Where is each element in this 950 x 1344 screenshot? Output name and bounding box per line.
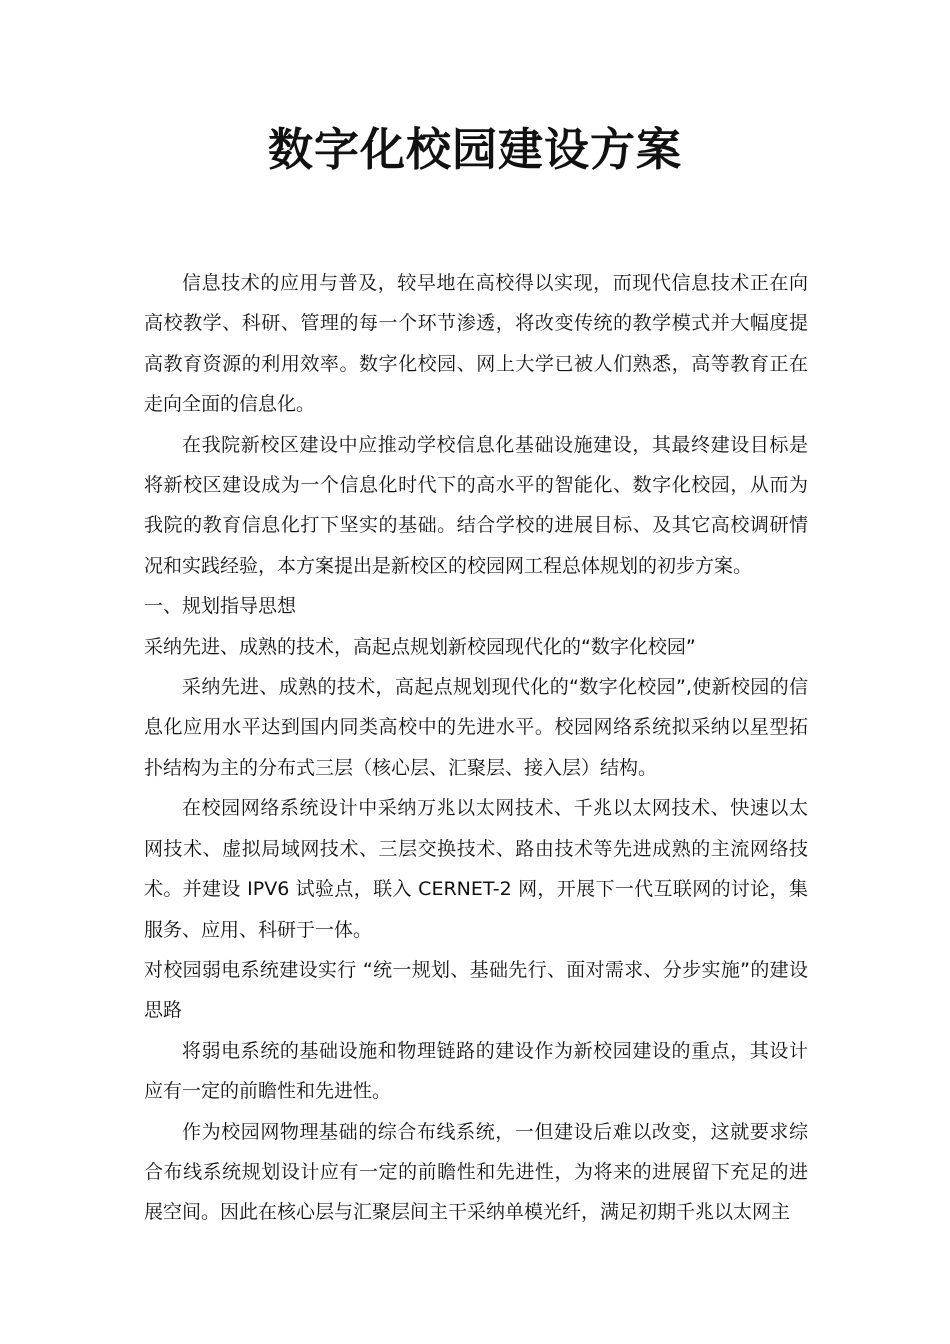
subheading-advanced-tech: 采纳先进、成熟的技术，高起点规划新校园现代化的“数字化校园” — [144, 635, 696, 658]
paragraph-infrastructure: 将弱电系统的基础设施和物理链路的建设作为新校园建设的重点，其设计应有一定的前瞻性和先进性。 — [144, 1039, 808, 1103]
paragraph-intro: 信息技术的应用与普及，较早地在高校得以实现，而现代信息技术正在向高校教学、科研、管理的每一个环节渗透，将改变传统的教学模式并大幅度提高教育资源的利用效率。数字化校园、网上大学已被人们熟悉，高等教育正在走向全面的信息化。 — [144, 272, 808, 416]
paragraph-advanced-tech: 采纳先进、成熟的技术，高起点规划现代化的“数字化校园”,使新校园的信息化应用水平达到国内同类高校中的先进水平。校园网络系统拟采纳以星型拓扑结构为主的分布式三层（核心层、汇聚层、接入层）结构。 — [144, 676, 808, 779]
paragraph-network-tech: 在校园网络系统设计中采纳万兆以太网技术、千兆以太网技术、快速以太网技术、虚拟局域网技术、三层交换技术、路由技术等先进成熟的主流网络技术。并建设 IPV6 试验点，联入 CERNET-2 网，开展下一代互联网的讨论，集服务、应用、科研于一体。 — [144, 797, 808, 941]
section-heading: 一、规划指导思想 — [144, 595, 297, 618]
document-body — [144, 263, 808, 1233]
subheading-weak-current: 对校园弱电系统建设实行 “统一规划、基础先行、面对需求、分步实施”的建设思路 — [144, 958, 808, 1022]
paragraph-goal: 在我院新校区建设中应推动学校信息化基础设施建设，其最终建设目标是将新校区建设成为一个信息化时代下的高水平的智能化、数字化校园，从而为我院的教育信息化打下坚实的基础。结合学校的进展目标、及其它高校调研情况和实践经验，本方案提出是新校区的校园网工程总体规划的初步方案。 — [144, 433, 808, 577]
document-title: 数字化校园建设方案 — [267, 123, 682, 176]
paragraph-cabling: 作为校园网物理基础的综合布线系统，一但建设后难以改变，这就要求综合布线系统规划设计应有一定的前瞻性和先进性，为将来的进展留下充足的进展空间。因此在核心层与汇聚层间主干采纳单模光纤，满足初期千兆以太网主 — [144, 1120, 808, 1224]
